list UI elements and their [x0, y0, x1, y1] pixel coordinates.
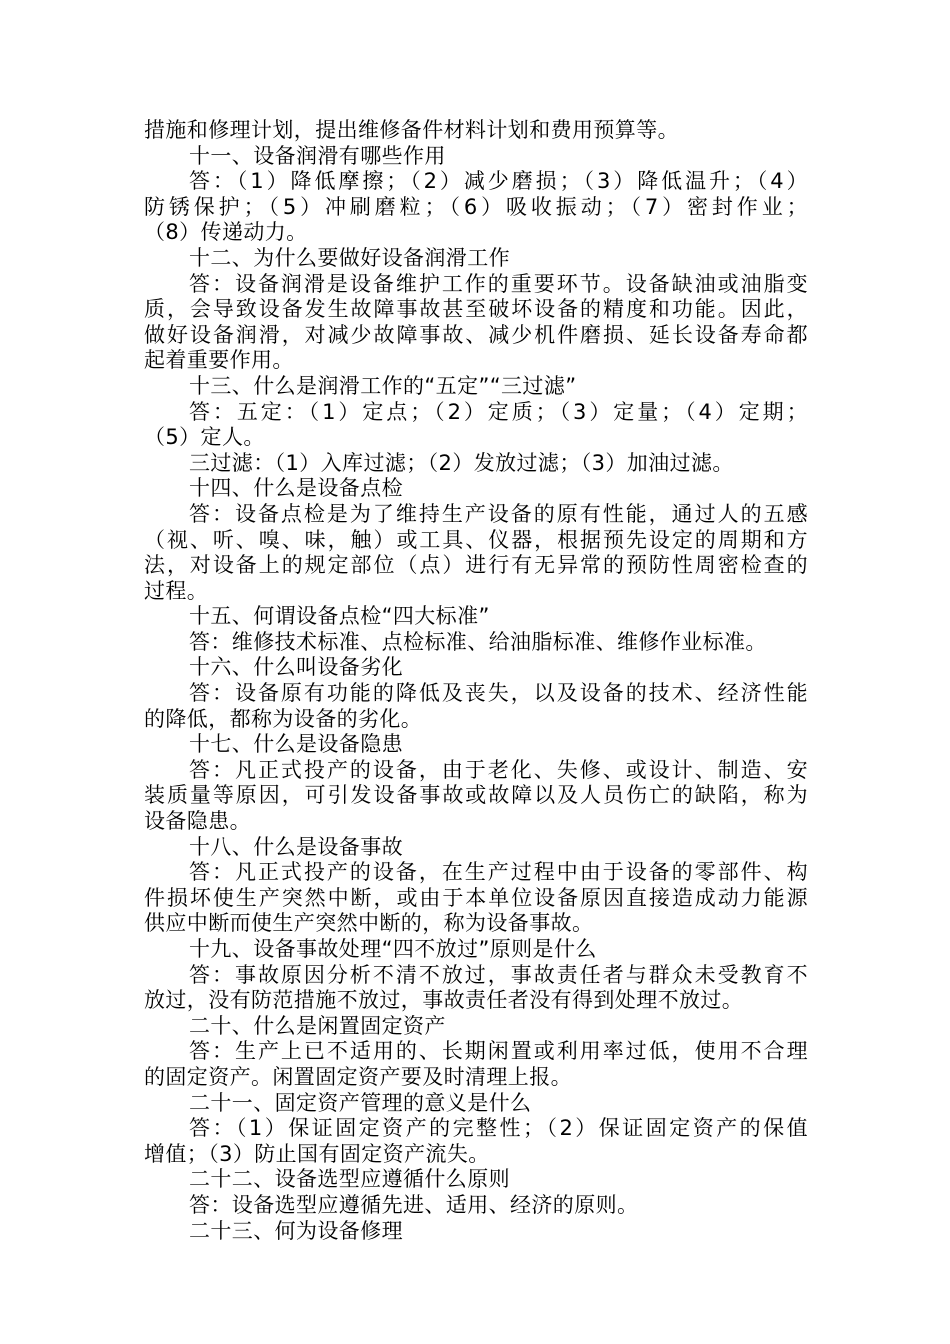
text-line: 十六、什么叫设备劣化	[189, 655, 403, 680]
text-line: 答：五定：（1）定点；（2）定质；（3）定量；（4）定期；	[189, 399, 808, 424]
text-line: 十五、何谓设备点检“四大标准”	[189, 604, 490, 629]
text-line: 件损坏使生产突然中断，或由于本单位设备原因直接造成动力能源	[144, 885, 808, 910]
text-line: 供应中断而使生产突然中断的，称为设备事故。	[144, 911, 594, 936]
text-line: 防锈保护；（5）冲刷磨粒；（6）吸收振动；（7）密封作业；	[144, 194, 808, 219]
text-line: 答：设备选型应遵循先进、适用、经济的原则。	[189, 1192, 639, 1217]
text-line: 答：生产上已不适用的、长期闲置或利用率过低，使用不合理	[189, 1039, 808, 1064]
text-line: 十八、什么是设备事故	[189, 834, 403, 859]
text-line: （视、听、嗅、味，触）或工具、仪器，根据预先设定的周期和方	[144, 527, 808, 552]
text-line: 答：（1）降低摩擦；（2）减少磨损；（3）降低温升；（4）	[189, 169, 808, 194]
text-line: 答：事故原因分析不清不放过，事故责任者与群众未受教育不	[189, 962, 808, 987]
text-line: 答：维修技术标准、点检标准、给油脂标准、维修作业标准。	[189, 629, 767, 654]
text-line: 答：凡正式投产的设备，由于老化、失修、或设计、制造、安	[189, 757, 808, 782]
text-line: 设备隐患。	[144, 809, 251, 834]
text-line: 十四、什么是设备点检	[189, 476, 403, 501]
text-line: 十一、设备润滑有哪些作用	[189, 143, 446, 168]
text-line: 二十一、固定资产管理的意义是什么	[189, 1090, 532, 1115]
text-line: （5）定人。	[144, 425, 265, 450]
text-line: 做好设备润滑，对减少故障事故、减少机件磨损、延长设备寿命都	[144, 322, 808, 347]
text-line: 答：设备润滑是设备维护工作的重要环节。设备缺油或油脂变	[189, 271, 808, 296]
text-line: 装质量等原因，可引发设备事故或故障以及人员伤亡的缺陷，称为	[144, 783, 808, 808]
text-line: 十九、设备事故处理“四不放过”原则是什么	[189, 937, 597, 961]
text-line: 过程。	[144, 578, 209, 603]
text-line: 十三、什么是润滑工作的“五定”“三过滤”	[189, 373, 577, 398]
text-line: 质，会导致设备发生故障事故甚至破坏设备的精度和功能。因此，	[144, 297, 808, 322]
text-line: 十二、为什么要做好设备润滑工作	[189, 245, 510, 270]
text-line: 三过滤：（1）入库过滤；（2）发放过滤；（3）加油过滤。	[189, 450, 734, 475]
document-body	[144, 118, 808, 1244]
text-line: 二十二、设备选型应遵循什么原则	[189, 1167, 510, 1192]
text-line: 法，对设备上的规定部位（点）进行有无异常的预防性周密检查的	[144, 553, 808, 578]
text-line: 二十三、何为设备修理	[189, 1218, 403, 1243]
text-line: （8）传递动力。	[144, 220, 308, 245]
text-line: 增值；（3）防止国有固定资产流失。	[144, 1141, 490, 1166]
text-line: 起着重要作用。	[144, 348, 294, 373]
text-line: 答：凡正式投产的设备，在生产过程中由于设备的零部件、构	[189, 860, 808, 885]
text-line: 放过，没有防范措施不放过，事故责任者没有得到处理不放过。	[144, 988, 744, 1013]
text-line: 十七、什么是设备隐患	[189, 732, 403, 757]
text-line: 答：（1）保证固定资产的完整性；（2）保证固定资产的保值	[189, 1116, 808, 1141]
text-line: 答：设备原有功能的降低及丧失，以及设备的技术、经济性能	[189, 681, 808, 706]
text-line: 的固定资产。闲置固定资产要及时清理上报。	[144, 1064, 572, 1089]
text-line: 二十、什么是闲置固定资产	[189, 1013, 446, 1038]
text-line: 措施和修理计划，提出维修备件材料计划和费用预算等。	[144, 118, 679, 142]
text-line: 答：设备点检是为了维持生产设备的原有性能，通过人的五感	[189, 501, 808, 526]
text-line: 的降低，都称为设备的劣化。	[144, 706, 423, 731]
